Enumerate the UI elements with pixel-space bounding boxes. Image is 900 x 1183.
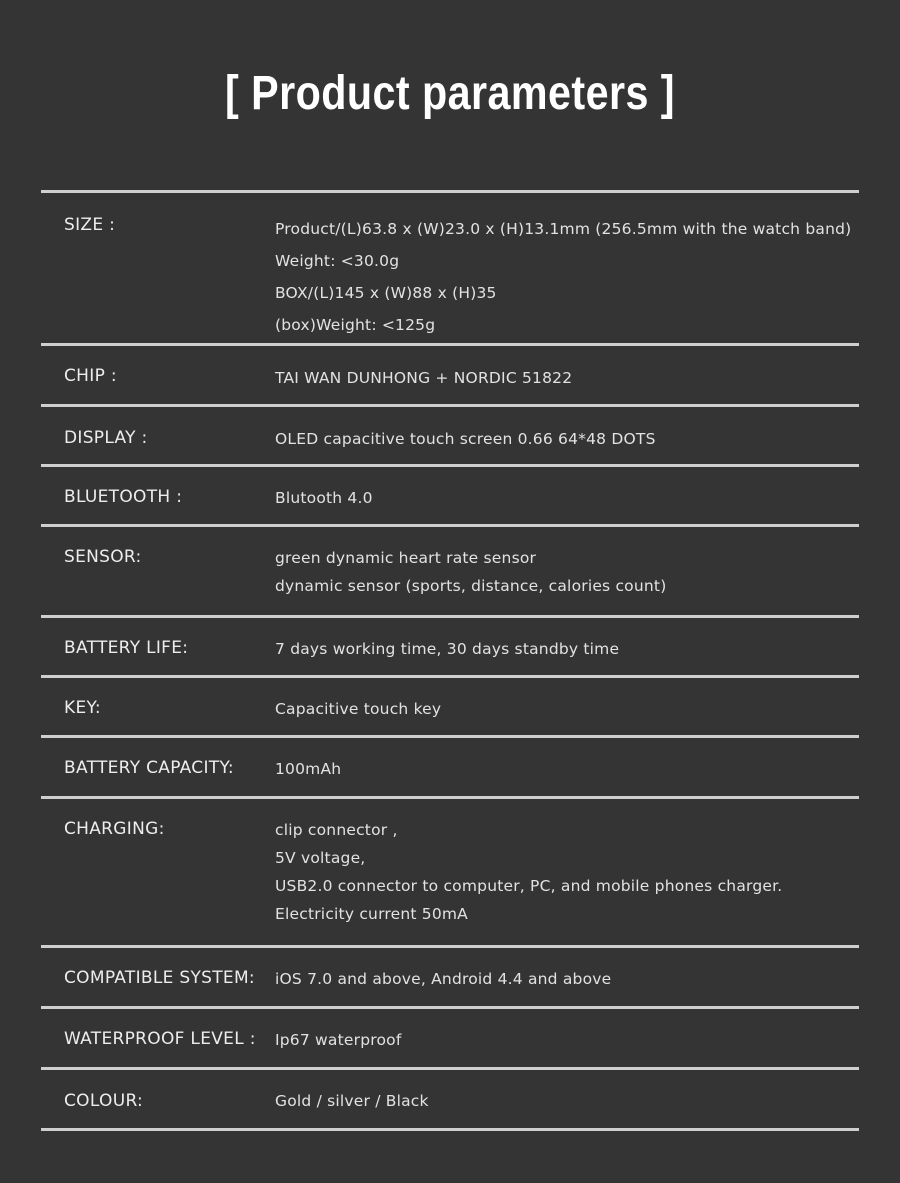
table-row xyxy=(41,799,859,945)
page-title: [ Product parameters ] xyxy=(225,67,675,120)
row-value: Capacitive touch key xyxy=(275,700,442,718)
table-row xyxy=(41,618,859,675)
row-value: Product/(L)63.8 x (W)23.0 x (H)13.1mm (256.5mm with the watch band) xyxy=(275,220,852,238)
row-value: green dynamic heart rate sensor xyxy=(275,549,537,567)
row-value: 100mAh xyxy=(275,760,342,778)
row-label: CHARGING: xyxy=(64,819,165,839)
table-row xyxy=(41,1009,859,1067)
row-label: BLUETOOTH : xyxy=(64,487,183,507)
divider xyxy=(41,1128,859,1131)
row-value: 5V voltage, xyxy=(275,849,366,867)
row-value: Ip67 waterproof xyxy=(275,1031,402,1049)
row-value: Blutooth 4.0 xyxy=(275,489,373,507)
row-label: KEY: xyxy=(64,698,101,718)
row-label: WATERPROOF LEVEL : xyxy=(64,1029,256,1049)
row-value: dynamic sensor (sports, distance, calories count) xyxy=(275,577,667,595)
table-row xyxy=(41,738,859,796)
table-row xyxy=(41,678,859,735)
row-label: COMPATIBLE SYSTEM: xyxy=(64,968,255,988)
row-label: BATTERY CAPACITY: xyxy=(64,758,234,778)
row-value: BOX/(L)145 x (W)88 x (H)35 xyxy=(275,284,497,302)
row-value: (box)Weight: <125g xyxy=(275,316,436,334)
table-row xyxy=(41,193,859,343)
row-label: SENSOR: xyxy=(64,547,142,567)
row-label: DISPLAY : xyxy=(64,428,148,448)
row-value: clip connector , xyxy=(275,821,398,839)
row-value: OLED capacitive touch screen 0.66 64*48 DOTS xyxy=(275,430,656,448)
table-row xyxy=(41,527,859,615)
row-label: SIZE : xyxy=(64,215,116,235)
row-value: iOS 7.0 and above, Android 4.4 and above xyxy=(275,970,612,988)
row-value: 7 days working time, 30 days standby time xyxy=(275,640,620,658)
table-row xyxy=(41,1070,859,1128)
table-row xyxy=(41,467,859,524)
row-value: TAI WAN DUNHONG + NORDIC 51822 xyxy=(275,369,573,387)
row-value: Weight: <30.0g xyxy=(275,252,400,270)
table-row xyxy=(41,948,859,1006)
parameters-table xyxy=(41,190,859,1131)
row-value: Electricity current 50mA xyxy=(275,905,468,923)
row-label: COLOUR: xyxy=(64,1091,144,1111)
row-label: BATTERY LIFE: xyxy=(64,638,189,658)
table-row xyxy=(41,346,859,404)
row-value: USB2.0 connector to computer, PC, and mobile phones charger. xyxy=(275,877,783,895)
row-label: CHIP : xyxy=(64,366,117,386)
row-value: Gold / silver / Black xyxy=(275,1092,429,1110)
table-row xyxy=(41,407,859,464)
